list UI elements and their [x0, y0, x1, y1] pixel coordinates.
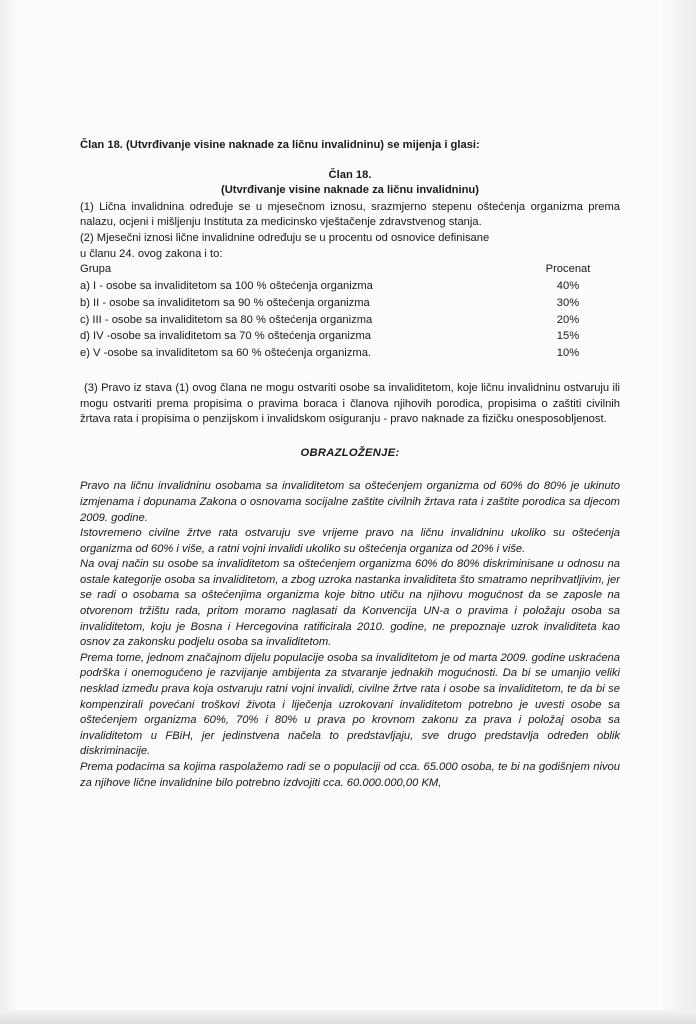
amendment-heading: Član 18. (Utvrđivanje visine naknade za ličnu invalidninu) se mijenja i glasi:: [80, 139, 480, 151]
level-label: b) II - osobe sa invaliditetom sa 90 % oštećenja organizma: [80, 296, 370, 309]
explanation-paragraph: Na ovaj način su osobe sa invaliditetom sa oštećenjem organizma 60% do 80% diskriminisane u odnosu na ostale kategorije osoba sa invaliditetom, a zbog uzroka nastanka invaliditeta što smatramo neprihvatljivim, jer se radi o osobama sa oštećenjima organizma koje bitno utiču na njihovu mogućnost da se zaposle na otvorenom tržištu rada, pritom moramo naglasati da Konvencija UN-a o pravima i položaju osoba sa invaliditetom, koju je Bosna i Hercegovina ratificirala 2010. godine, ne prepoznaje uzrok invaliditeta kao osnov za zakonsku podjelu osoba sa invaliditetom.: [80, 558, 620, 649]
table-row: [80, 296, 608, 313]
table-row: [80, 279, 608, 296]
page-edge-shadow: [0, 1010, 696, 1024]
column-header-group: Grupa: [80, 263, 112, 276]
level-label: a) I - osobe sa invaliditetom sa 100 % oštećenja organizma: [80, 279, 373, 292]
level-percent: 20%: [556, 313, 580, 326]
level-percent: 30%: [556, 296, 580, 309]
level-label: d) IV -osobe sa invaliditetom sa 70 % oštećenja organizma: [80, 330, 372, 343]
article-title: Član 18.: [328, 168, 372, 181]
explanation-paragraph: Prema podacima sa kojima raspolažemo radi se o populaciji od cca. 65.000 osoba, te bi na godišnjem nivou za njihove lične invalidnine bilo potrebno izdvojiti cca. 60.000.000,00 KM,: [80, 761, 620, 789]
level-label: e) V -osobe sa invaliditetom sa 60 % oštećenja organizma.: [80, 347, 372, 360]
paragraph-2: [80, 231, 620, 262]
invalidity-levels-table: [80, 262, 608, 363]
level-percent: 40%: [556, 279, 580, 292]
level-label: c) III - osobe sa invaliditetom sa 80 % oštećenja organizma: [80, 313, 373, 326]
table-row: [80, 313, 608, 330]
paragraph-3: (3) Pravo iz stava (1) ovog člana ne mogu ostvariti osobe sa invaliditetom, koje ličnu invalidninu ostvaruju ili mogu ostvariti prema propisima o pravima boraca i članova njihovih porodica, propisima o zaštiti civilnih žrtava rata i propisima o penzijskom i invalidskom osiguranju - pravo naknade za fizičku onesposobljenost.: [80, 381, 620, 426]
table-row: [80, 329, 608, 346]
paragraph-2-line-2: u članu 24. ovog zakona i to:: [80, 247, 223, 260]
table-header-row: [80, 262, 608, 279]
level-percent: 15%: [556, 330, 580, 343]
article-subtitle: (Utvrđivanje visine naknade za ličnu invalidninu): [221, 184, 479, 197]
table-row: [80, 346, 608, 363]
level-percent: 10%: [556, 347, 580, 360]
explanation-paragraph: Pravo na ličnu invalidninu osobama sa invaliditetom sa oštećenjem organizma od 60% do 80% je ukinuto izmjenama i dopunama Zakona o osnovama socijalne zaštite civilnih žrtava rata i zaštite porodica sa djecom 2009. godine.: [80, 480, 620, 524]
column-header-percent: Procenat: [545, 263, 591, 276]
paragraph-1: (1) Lična invalidnina određuje se u mjesečnom iznosu, srazmjerno stepenu oštećenja organizma prema nalazu, ocjeni i mišljenju Instituta za medicinsko vještačenje zdravstvenog stanja.: [80, 200, 620, 229]
paragraph-2-line-1: (2) Mjesečni iznosi lične invalidnine određuju se u procentu od osnovice definisane: [80, 231, 490, 244]
explanation-paragraph: Istovremeno civilne žrtve rata ostvaruju sve vrijeme pravo na ličnu invalidninu ukoliko su oštećenja organizma od 60% i više, a ratni vojni invalidi ukoliko su oštećenja organiza od 20% i više.: [80, 527, 620, 555]
explanation-paragraph: Prema tome, jednom značajnom dijelu populacije osoba sa invaliditetom je od marta 2009. godine uskraćena podrška i onemogućeno je razvijanje ambijenta za stvaranje jednakih mogućnosti. Da bi se umanjio veliki nesklad između prava koja ostvaruju ratni vojni invalidi, civilne žrtve rata i osobe sa invaliditetom, te da bi se kompenzirali povećani troškovi života i liječenja uzrokovani invaliditetom potrebno je uvesti osobe sa oštećenjem organizma 60%, 70% i 80% u prava po krovnom zakonu za prava i položaj osoba sa invaliditetom u FBiH, jer jedinstvena načela to predstavljaju, sve drugo predstavlja određen oblik diskriminacije.: [80, 651, 620, 758]
explanation-heading: OBRAZLOŽENJE:: [300, 446, 400, 459]
document-body: [80, 138, 620, 791]
